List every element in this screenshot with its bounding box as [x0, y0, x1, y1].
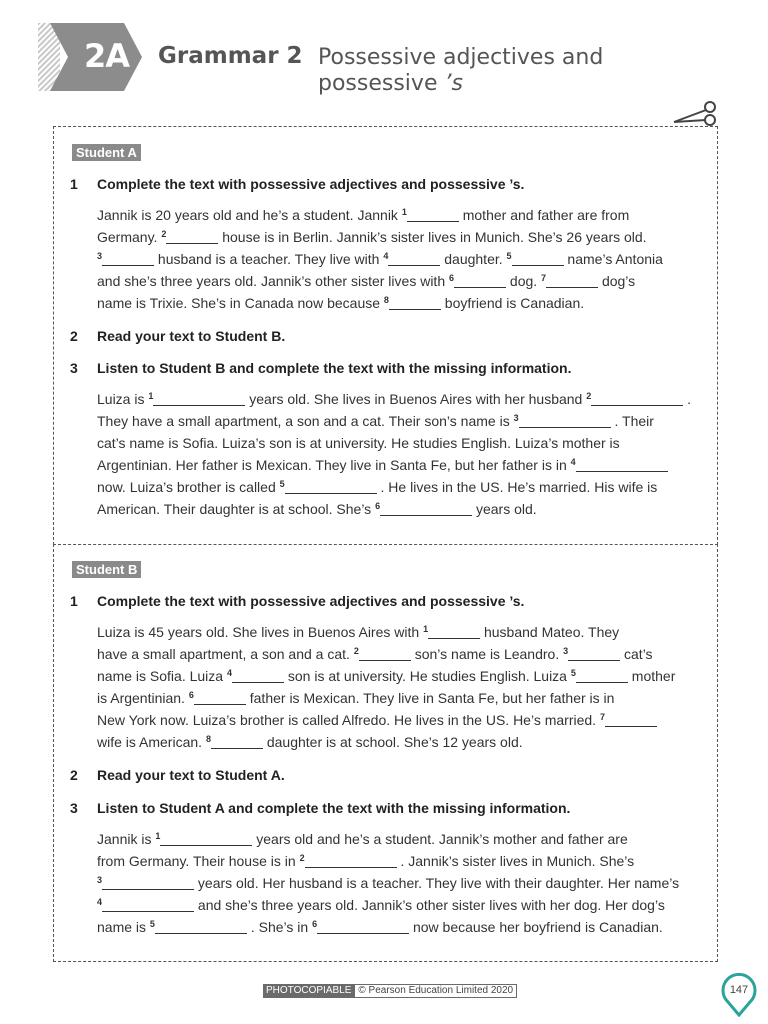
student-a-question-2: 2 Read your text to Student B. — [70, 328, 286, 344]
page-subtitle-line2: possessive ’s — [318, 71, 463, 96]
student-b-question-2: 2 Read your text to Student A. — [70, 767, 285, 783]
scissors-icon — [672, 98, 718, 128]
unit-badge-label: 2A — [84, 37, 130, 75]
student-a-tag: Student A — [72, 144, 141, 161]
student-b-text-3: Jannik is $^1$ years old and he’s a student. Jannik’s mother and father are from Germany. Their house is in $^2$ . Jannik’s sister lives in Munich. She’s $^3$ years old. Her husband is a teacher. They live with their daughter. Her name’s $^4$ and she’s three years old. Jannik’s other sister lives with her dog. Her dog’s name is $^5$ . She’s in $^6$ now because her boyfriend is Canadian. — [97, 831, 680, 935]
unit-badge — [38, 23, 158, 91]
student-a-text-3: Luiza is $^1$ years old. She lives in Buenos Aires with her husband $^2$ . They have a small apartment, a son and a cat. Their son’s name is $^3$ . Their cat’s name is Sofia. Luiza’s son is at university. He studies English. Luiza’s mother is Argentinian. Her father is Mexican. They live in Santa Fe, but her father is in $^4$ now. Luiza’s brother is called $^5$ . He lives in the US. He’s married. His wife is American. Their daughter is at school. She’s $^6$ years old. — [97, 391, 692, 517]
copyright-label: © Pearson Education Limited 2020 — [354, 984, 517, 998]
student-a-question-3: 3 Listen to Student B and complete the text with the missing information. — [70, 360, 572, 376]
student-b-tag: Student B — [72, 561, 141, 578]
page-subtitle-line1: Possessive adjectives and — [318, 45, 604, 70]
student-b-question-1: 1 Complete the text with possessive adjectives and possessive ’s. — [70, 593, 525, 609]
photocopiable-label: PHOTOCOPIABLE — [263, 984, 354, 998]
student-b-text-1: Luiza is 45 years old. She lives in Buenos Aires with $^1$ husband Mateo. They have a small apartment, a son and a cat. $^2$ son’s name is Leandro. $^3$ cat’s name is Sofia. Luiza $^4$ son is at university. He studies English. Luiza $^5$ mother is Argentinian. $^6$ father is Mexican. They live in Santa Fe, but her father is in New York now. Luiza’s brother is called Alfredo. He lives in the US. He’s married. $^7$ wife is American. $^8$ daughter is at school. She’s 12 years old. — [97, 624, 676, 750]
copyright-footer — [263, 984, 517, 998]
page-title: Grammar 2 — [158, 43, 303, 69]
student-a-text-1: Jannik is 20 years old and he’s a student. Jannik $^1$ mother and father are from Germany. $^2$ house is in Berlin. Jannik’s sister lives in Munich. She’s 26 years old. $^3$ husband is a teacher. They live with $^4$ daughter. $^5$ name’s Antonia and she’s three years old. Jannik’s other sister lives with $^6$ dog. $^7$ dog’s name is Trixie. She’s in Canada now because $^8$ boyfriend is Canadian. — [97, 207, 663, 311]
page-number: 147 — [729, 984, 749, 996]
student-b-question-3: 3 Listen to Student A and complete the text with the missing information. — [70, 800, 571, 816]
student-a-question-1: 1 Complete the text with possessive adjectives and possessive ’s. — [70, 176, 525, 192]
